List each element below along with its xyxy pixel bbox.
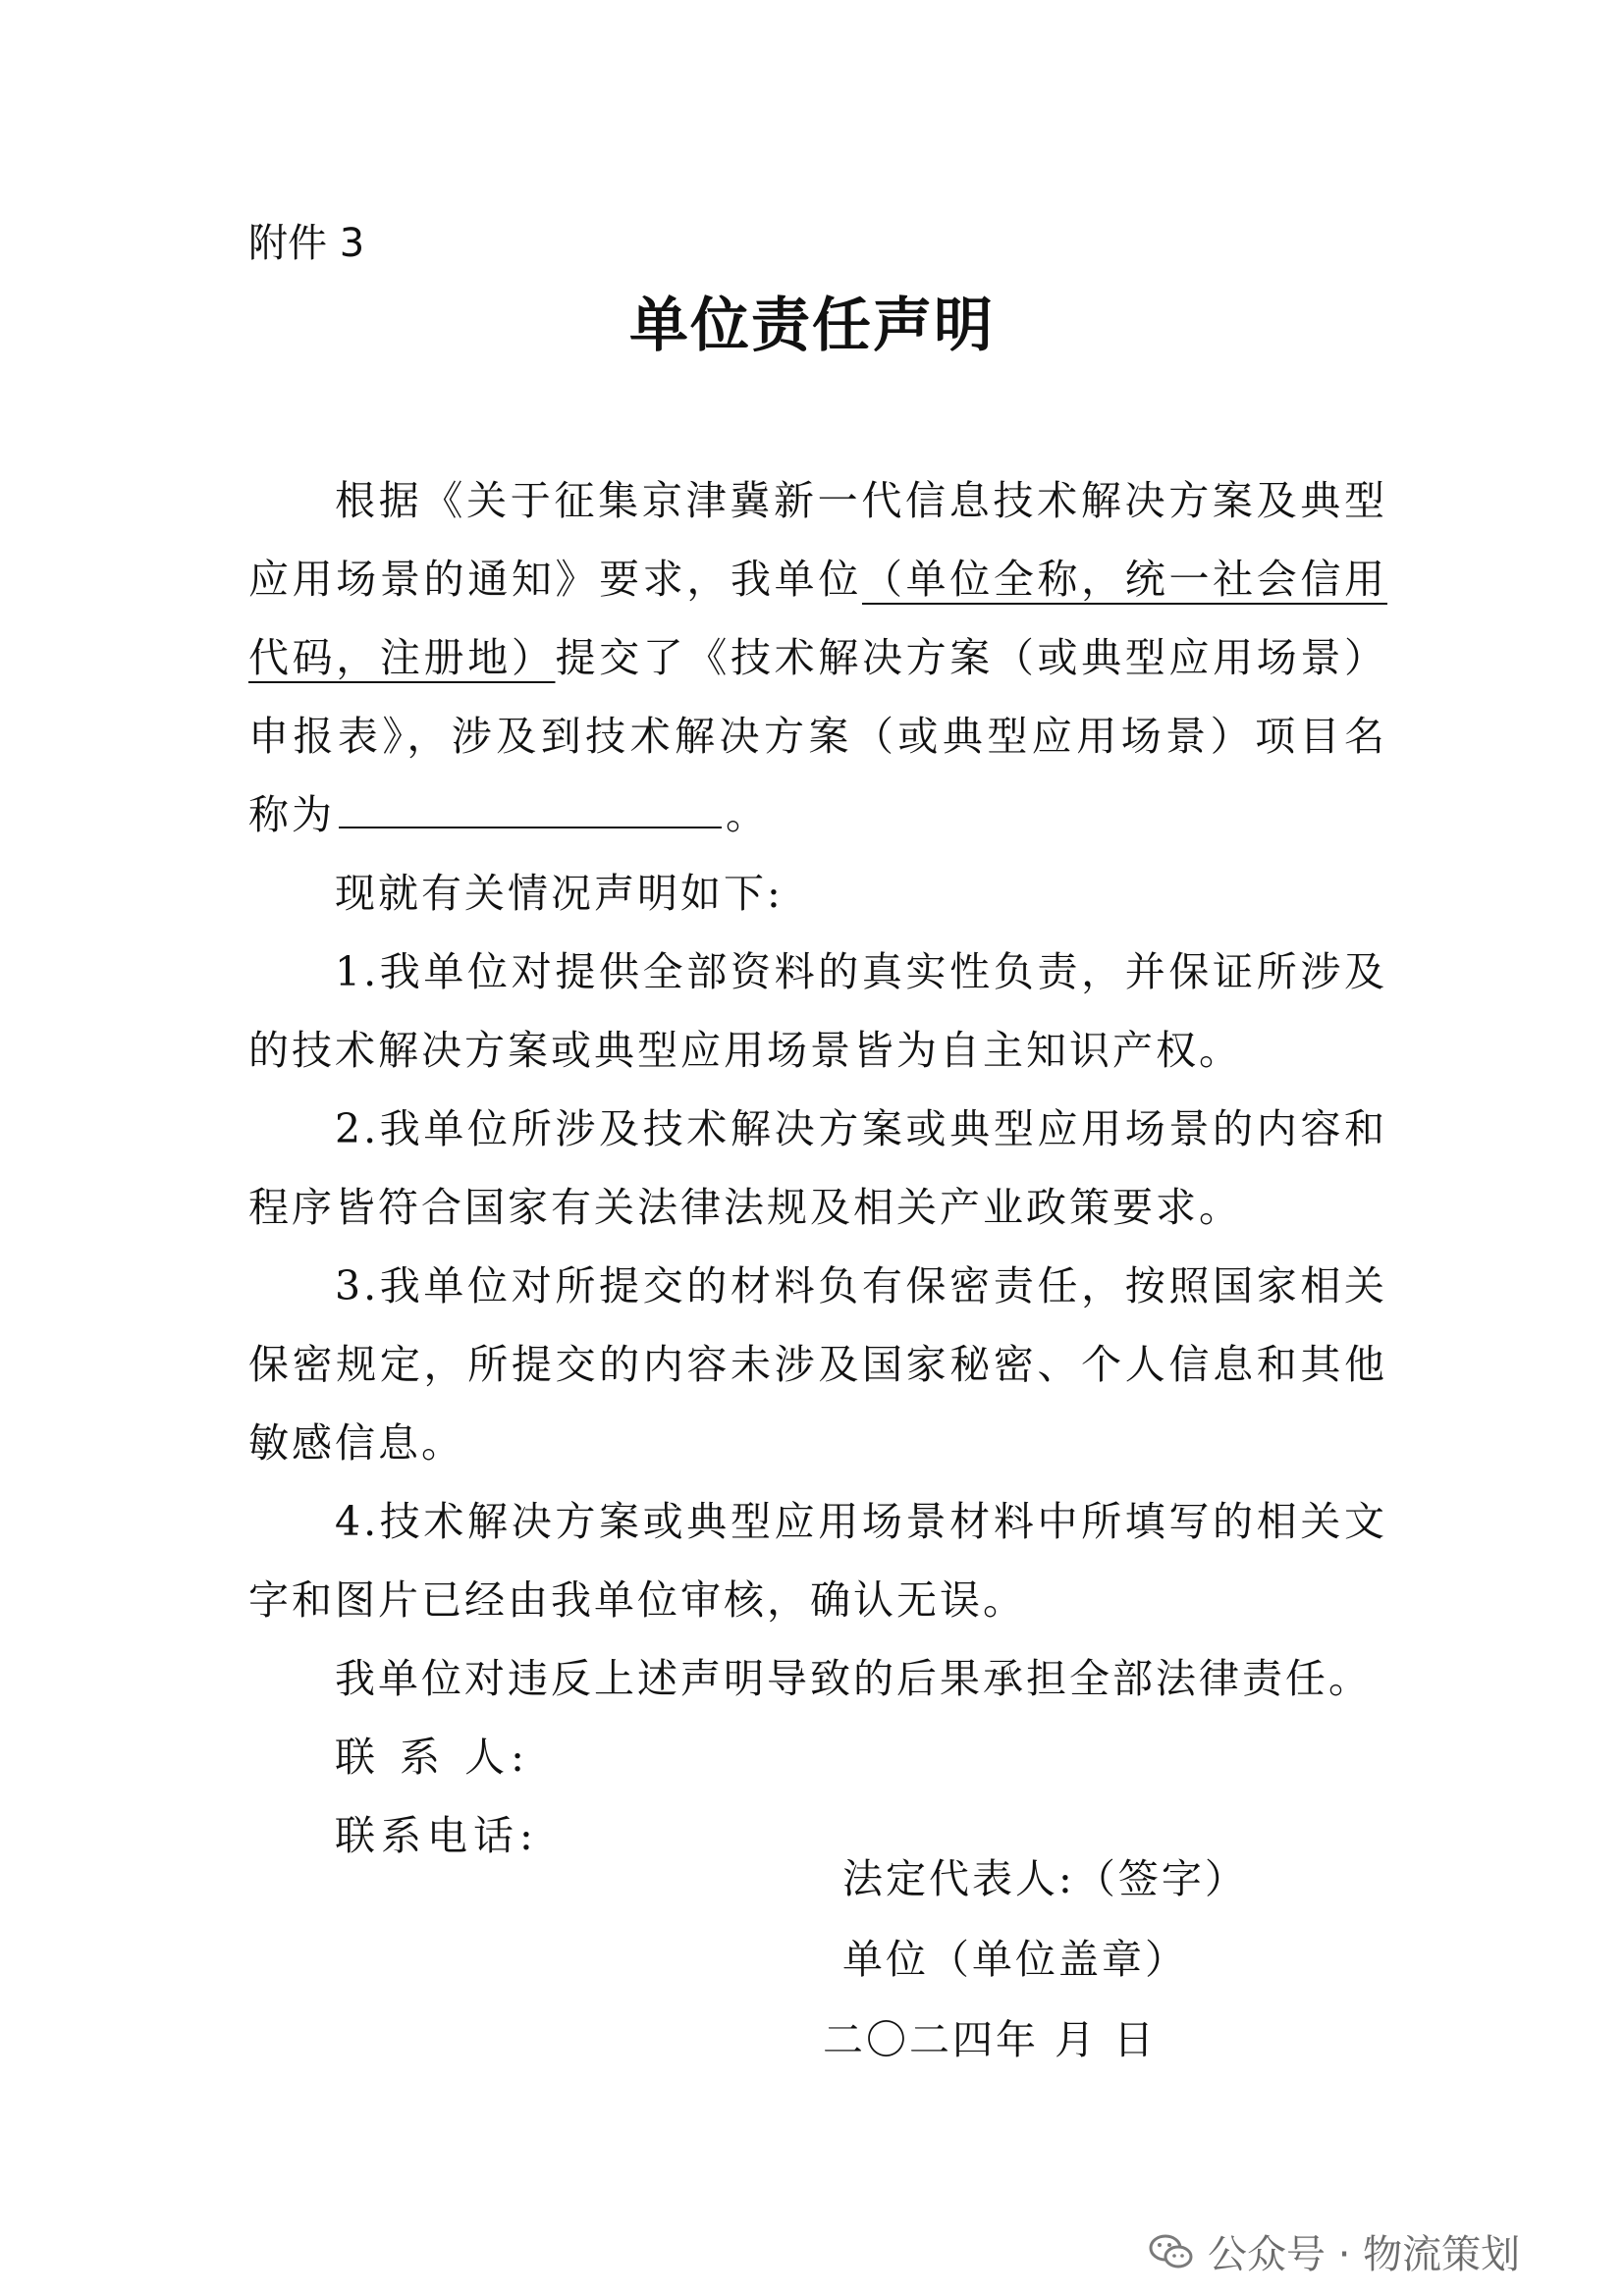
unit-seal-line: 单位（单位盖章）: [842, 1936, 1188, 1983]
declaration-item-3: 3.我单位对所提交的材料负有保密责任，按照国家相关保密规定，所提交的内容未涉及国家秘密、个人信息和其他敏感信息。: [248, 1262, 1387, 1467]
attachment-label: 附件 3: [248, 221, 365, 266]
declaration-item-1: 1.我单位对提供全部资料的真实性负责，并保证所涉及的技术解决方案或典型应用场景皆为自主知识产权。: [248, 948, 1387, 1074]
date-line: 二〇二四年 月 日: [823, 2016, 1158, 2063]
contact-phone-label: 联系电话:: [335, 1812, 539, 1859]
watermark: [1149, 2223, 1520, 2279]
declare-intro: 现就有关情况声明如下:: [335, 870, 784, 917]
watermark-text: 公众号 · 物流策划: [1208, 2232, 1521, 2277]
document-title: 单位责任声明: [629, 292, 995, 360]
intro-text-2: 提交了《技术解决方案（或典型应用场景）申报表》，涉及到技术解决方案（或典型应用场景）项目名称为: [248, 634, 1388, 838]
intro-text-3: 。: [726, 791, 769, 838]
declaration-item-2: 2.我单位所涉及技术解决方案或典型应用场景的内容和程序皆符合国家有关法律法规及相关产业政策要求。: [248, 1105, 1387, 1231]
project-name-blank: [339, 783, 722, 828]
contact-person-label: 联 系 人:: [335, 1734, 530, 1781]
intro-text-1: 根据《关于征集京津冀新一代信息技术解决方案及典型应用场景的通知》要求，我单位: [248, 477, 1387, 603]
declaration-item-4: 4.技术解决方案或典型应用场景材料中所填写的相关文字和图片已经由我单位审核，确认无误。: [248, 1498, 1387, 1624]
wechat-icon: [1149, 2232, 1194, 2271]
legal-representative-signature: 法定代表人:（签字）: [842, 1855, 1248, 1902]
intro-underlined-placeholder: （单位全称，统一社会信用代码，注册地）: [248, 556, 1388, 681]
intro-paragraph: [248, 461, 1387, 854]
document-body: [248, 461, 1387, 1875]
liability-statement: 我单位对违反上述声明导致的后果承担全部法律责任。: [335, 1655, 1372, 1702]
